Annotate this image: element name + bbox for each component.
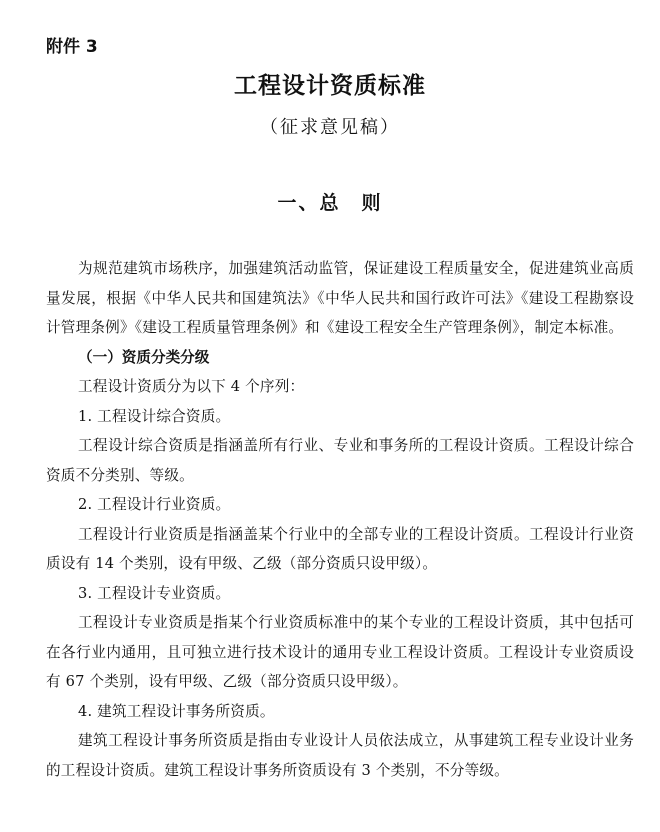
paragraph: 工程设计专业资质是指某个行业资质标准中的某个专业的工程设计资质，其中包括可在各行业内通用，且可独立进行技术设计的通用专业工程设计资质。工程设计专业资质设有 67 个类别，设有甲级、乙级（部分资质只设甲级）。 [46, 614, 634, 690]
paragraph: 工程设计行业资质是指涵盖某个行业中的全部专业的工程设计资质。工程设计行业资质设有 14 个类别，设有甲级、乙级（部分资质只设甲级）。 [46, 525, 634, 572]
document-body [46, 254, 634, 785]
attachment-label: 附件 3 [46, 37, 98, 57]
subsection-heading: （一）资质分类分级 [78, 348, 210, 366]
document-subtitle: （征求意见稿） [260, 117, 400, 138]
section-title: 一、总 则 [277, 192, 383, 214]
list-item-heading: 1. 工程设计综合资质。 [78, 407, 231, 425]
list-item-heading: 3. 工程设计专业资质。 [78, 584, 231, 602]
list-item-heading: 4. 建筑工程设计事务所资质。 [78, 702, 275, 720]
list-item-heading: 2. 工程设计行业资质。 [78, 496, 231, 513]
paragraph: 建筑工程设计事务所资质是指由专业设计人员依法成立，从事建筑工程专业设计业务的工程设计资质。建筑工程设计事务所资质设有 3 个类别，不分等级。 [46, 732, 634, 779]
paragraph: 工程设计资质分为以下 4 个序列： [78, 378, 305, 395]
paragraph: 工程设计综合资质是指涵盖所有行业、专业和事务所的工程设计资质。工程设计综合资质不分类别、等级。 [46, 437, 634, 484]
document-title: 工程设计资质标准 [234, 72, 426, 99]
paragraph-intro: 为规范建筑市场秩序，加强建筑活动监管，保证建设工程质量安全，促进建筑业高质量发展，根据《中华人民共和国建筑法》《中华人民共和国行政许可法》《建设工程勘察设计管理条例》《建设工程质量管理条例》和《建设工程安全生产管理条例》，制定本标准。 [46, 260, 634, 336]
